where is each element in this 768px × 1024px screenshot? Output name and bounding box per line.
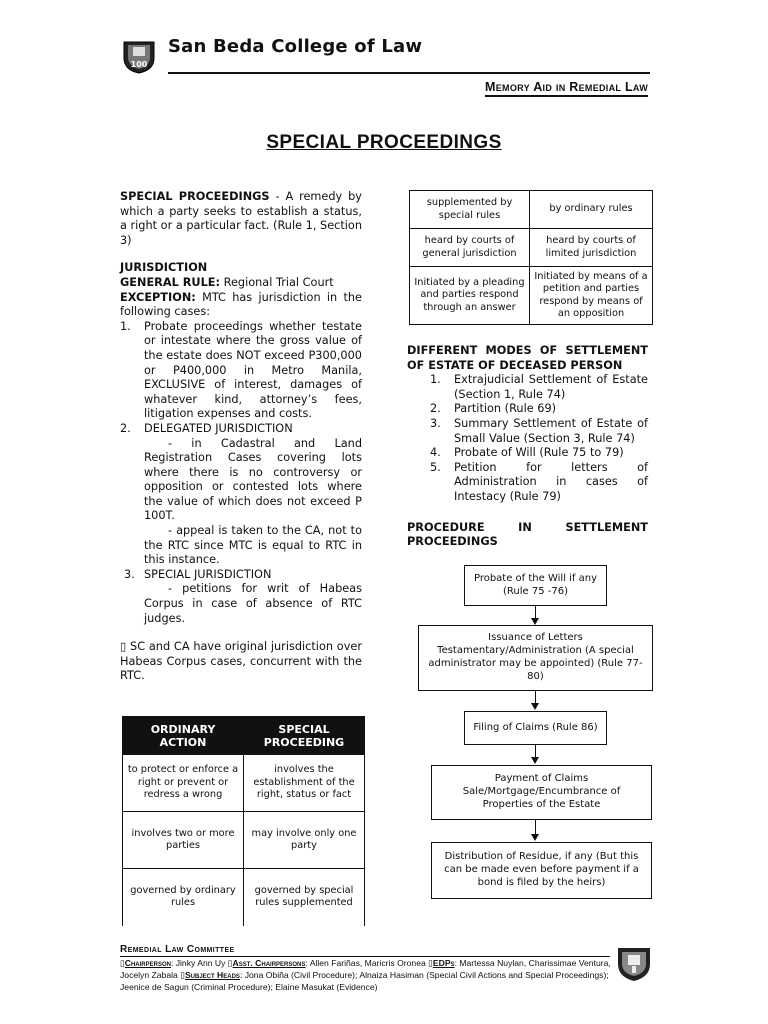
definition-text: - A remedy by which a party seeks to establish a status, a right or a particular fact. (Rule 1, Section 3) [120,190,362,247]
list-number: 1. [430,373,441,387]
table-cell: Initiated by a pleading and parties respond through an answer [410,267,530,325]
definition-paragraph [120,190,362,248]
table-cell: to protect or enforce a right or prevent or redress a wrong [123,755,244,812]
school-name: San Beda College of Law [168,36,423,57]
footer-label: EDPs [432,958,455,968]
list-text: Probate of Will (Rule 75 to 79) [454,446,624,460]
memory-aid-label: Memory Aid in Remedial Law [485,80,648,97]
flow-step-distribution: Distribution of Residue, if any (But this can be made even before payment if a bond is filed by the heirs) [431,842,652,899]
flow-step-letters: Issuance of Letters Testamentary/Administration (A special administrator may be appointed) (Rule 77-80) [418,625,653,691]
list-text: Extrajudicial Settlement of Estate (Section 1, Rule 74) [454,373,648,401]
list-text: Probate proceedings whether testate or intestate where the gross value of the estate does NOT exceed P300,000 or P400,000 in Metro Manila, EXCLUSIVE of interest, damages of whatever kind, attorney’s fees, litigation expenses and costs. [144,319,362,421]
list-text: Partition (Rule 69) [454,402,557,416]
svg-text:100: 100 [130,60,148,69]
footer-committee: Remedial Law Committee [120,944,235,955]
footer-value: : Jona Obiña (Civil Procedure); Alnaiza Hasiman (Special Civil Actions and Special Proceedings); Jeenice de Sagun (Criminal Procedure); Elaine Masukat (Evidence) [120,970,609,992]
table-row [123,869,365,926]
list-number: 1. [120,319,131,333]
table-cell: heard by courts of general jurisdiction [410,229,530,267]
definition-term: SPECIAL PROCEEDINGS [120,190,270,203]
list-number: 2. [120,421,131,435]
list-number: 3. [430,416,441,430]
table-row [410,191,653,229]
table-cell: may involve only one party [244,812,365,869]
footer-label: Asst. Chairpersons [232,958,306,968]
flow-connector [535,745,536,757]
table-cell: by ordinary rules [530,191,653,229]
page-title-wrap [0,132,768,154]
flow-arrow-icon [531,834,539,841]
college-seal-logo [120,36,158,74]
page-title: SPECIAL PROCEEDINGS [266,132,502,153]
flow-arrow-icon [531,703,539,710]
table-cell: involves two or more parties [123,812,244,869]
list-text: SPECIAL JURISDICTION [144,567,272,581]
comparison-table-continued [409,190,653,325]
modes-section [407,344,648,550]
footer-label: Subject Heads [184,970,240,980]
footer-seal-logo [616,944,652,982]
list-item [120,421,362,568]
table-row [410,229,653,267]
footer-bullet: ▯ [180,970,185,980]
list-item [430,373,648,402]
table-cell: governed by ordinary rules [123,869,244,926]
modes-list [407,373,648,504]
footer-value: : Jinky Ann Uy [170,958,228,968]
note-paragraph [120,640,362,684]
footer-bullet: ▯ [428,958,433,968]
table-cell: supplemented by special rules [410,191,530,229]
list-number: 2. [430,402,441,416]
flow-connector [535,820,536,834]
footer-value: : Allen Fariñas, Maricris Oronea [305,958,429,968]
flow-step-probate: Probate of the Will if any (Rule 75 -76) [464,565,607,606]
flow-arrow-icon [531,618,539,625]
note-bullet: ▯ [120,640,127,654]
footer-label: Chairperson [124,958,171,968]
table-cell: involves the establishment of the right, status or fact [244,755,365,812]
list-subtext: - petitions for writ of Habeas Corpus in case of absence of RTC judges. [144,582,362,625]
exception-text: MTC has jurisdiction in the following cases: [120,290,362,319]
list-number: 3. [124,567,135,581]
table-cell: Initiated by means of a petition and parties respond by means of an opposition [530,267,653,325]
table-header-row [123,717,365,755]
exception-list [120,320,362,626]
flow-connector [535,606,536,618]
general-rule-text: Regional Trial Court [220,275,334,289]
general-rule-label: GENERAL RULE: [120,275,221,289]
comparison-table [122,716,365,926]
table-row [123,812,365,869]
flow-connector [535,691,536,703]
flow-arrow-icon [531,757,539,764]
list-item [124,567,362,626]
procedure-heading: PROCEDURE IN SETTLEMENT PROCEEDINGS [407,520,648,549]
list-number: 5. [430,460,441,474]
list-text: DELEGATED JURISDICTION [144,421,293,435]
table-row [123,755,365,812]
left-column [120,190,362,684]
list-subtext: - in Cadastral and Land Registration Cases covering lots where there is no controversy or opposition or contested lots where the value of which does not exceed P 100T. [144,436,362,523]
table-header: ORDINARY ACTION [123,717,244,755]
table-cell: heard by courts of limited jurisdiction [530,229,653,267]
footer-credits [120,957,612,993]
list-item [120,319,362,422]
modes-heading: DIFFERENT MODES OF SETTLEMENT OF ESTATE OF DECEASED PERSON [407,344,648,372]
flow-step-payment: Payment of Claims Sale/Mortgage/Encumbrance of Properties of the Estate [431,765,652,820]
exception [120,291,362,320]
table-cell: governed by special rules supplemented [244,869,365,926]
list-text: Summary Settlement of Estate of Small Value (Section 3, Rule 74) [454,416,648,445]
list-item [430,446,648,461]
note-text: SC and CA have original jurisdiction over Habeas Corpus cases, concurrent with the RTC. [120,640,362,683]
exception-label: EXCEPTION: [120,290,196,304]
general-rule [120,276,362,291]
jurisdiction-heading: JURISDICTION [120,261,208,275]
list-item [430,402,648,417]
flow-step-claims: Filing of Claims (Rule 86) [464,711,607,745]
list-item [430,460,648,505]
footer-bullet: ▯ [120,958,125,968]
list-item [430,416,648,446]
footer-bullet: ▯ [227,958,233,968]
list-number: 4. [430,446,441,460]
header-rule [168,72,650,74]
table-header: SPECIAL PROCEEDING [244,717,365,755]
footer-value: : Martessa Nuylan, Charissimae Ventura, Jocelyn Zabala [120,958,611,980]
list-subtext: - appeal is taken to the CA, not to the RTC since MTC is equal to RTC in this instance. [144,524,362,567]
table-row [410,267,653,325]
list-text: Petition for letters of Administration in cases of Intestacy (Rule 79) [454,460,648,503]
